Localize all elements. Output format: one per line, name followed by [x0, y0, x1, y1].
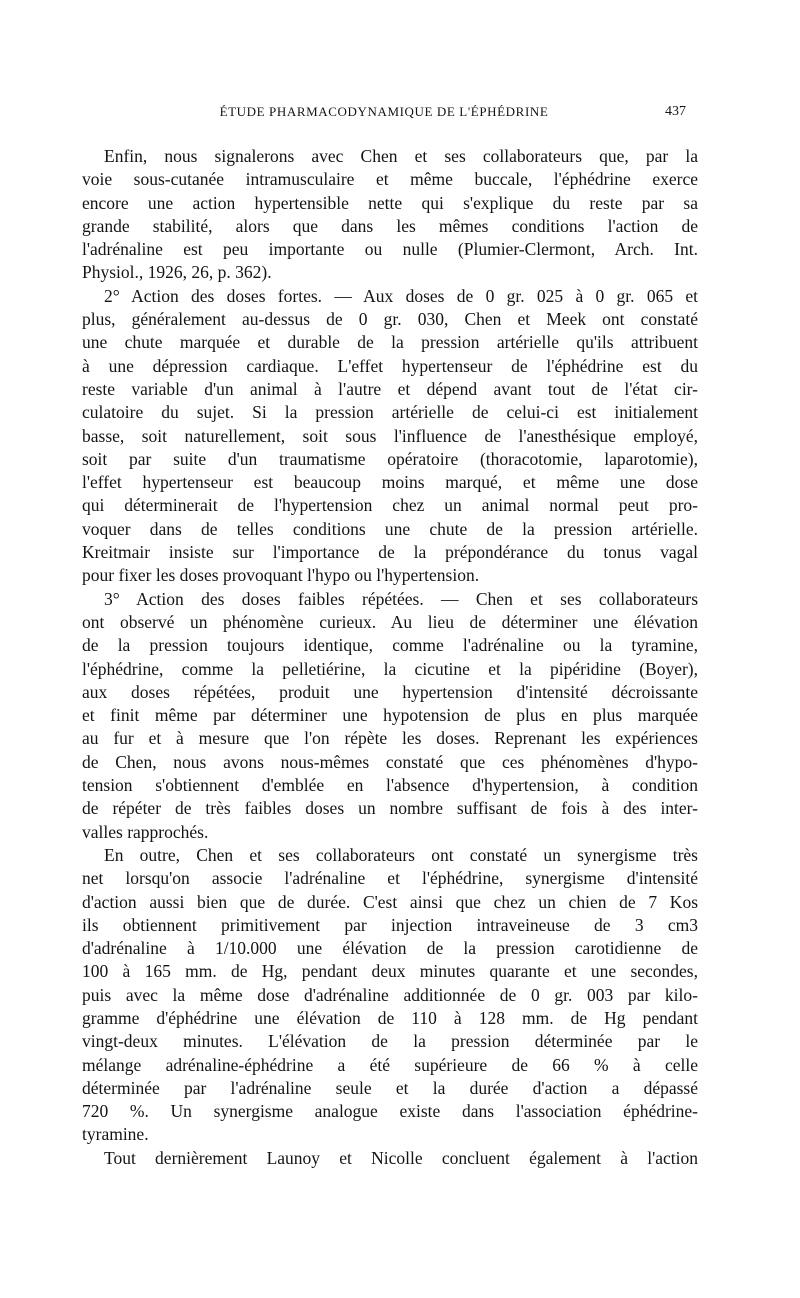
text-line: gramme d'éphédrine une élévation de 110 à 128 mm. de Hg pendant	[82, 1007, 698, 1028]
paragraph-5	[82, 1147, 698, 1170]
text-line: déterminée par l'adrénaline seule et la durée d'action a dépassé	[82, 1077, 698, 1098]
text-line: vingt-deux minutes. L'élévation de la pression déterminée par le	[82, 1031, 698, 1052]
text-line: aux doses répétées, produit une hypertension d'intensité décroissante	[82, 681, 698, 702]
text-line: tyramine.	[82, 1124, 149, 1145]
text-line: En outre, Chen et ses collaborateurs ont constaté un synergisme très	[104, 844, 698, 865]
text-line: basse, soit naturellement, soit sous l'influence de l'anesthésique employé,	[82, 425, 698, 446]
text-line: de Chen, nous avons nous-mêmes constaté que ces phénomènes d'hypo-	[82, 751, 698, 772]
text-line: mélange adrénaline-éphédrine a été supérieure de 66 % à celle	[82, 1054, 698, 1075]
text-line: une chute marquée et durable de la pression artérielle qu'ils attribuent	[82, 332, 698, 353]
text-line: encore une action hypertensible nette qui s'explique du reste par sa	[82, 192, 698, 213]
text-line: soit par suite d'un traumatisme opératoire (thoracotomie, laparotomie),	[82, 448, 698, 469]
text-line: 2° Action des doses fortes. — Aux doses de 0 gr. 025 à 0 gr. 065 et	[104, 285, 698, 306]
text-line: 100 à 165 mm. de Hg, pendant deux minutes quarante et une secondes,	[82, 961, 698, 982]
running-title: ÉTUDE PHARMACODYNAMIQUE DE L'ÉPHÉDRINE	[219, 104, 549, 119]
paragraph-4	[82, 844, 698, 1147]
text-line: de répéter de très faibles doses un nombre suffisant de fois à des inter-	[82, 798, 698, 819]
text-line: Physiol., 1926, 26, p. 362).	[82, 262, 272, 283]
text-line: l'éphédrine, comme la pelletiérine, la cicutine et la pipéridine (Boyer),	[82, 658, 698, 679]
text-line: et finit même par déterminer une hypotension de plus en plus marquée	[82, 705, 698, 726]
text-line: d'action aussi bien que de durée. C'est ainsi que chez un chien de 7 Kos	[82, 891, 698, 912]
text-line: Kreitmair insiste sur l'importance de la prépondérance du tonus vagal	[82, 542, 698, 563]
text-line: qui déterminerait de l'hypertension chez un animal normal peut pro-	[82, 495, 698, 516]
text-line: valles rapprochés.	[82, 821, 209, 842]
body-text	[82, 145, 698, 1170]
text-line: l'adrénaline est peu importante ou nulle (Plumier-Clermont, Arch. Int.	[82, 239, 698, 260]
text-line: à une dépression cardiaque. L'effet hypertenseur de l'éphédrine est du	[82, 355, 698, 376]
text-line: voie sous-cutanée intramusculaire et même buccale, l'éphédrine exerce	[82, 169, 698, 190]
text-line: 3° Action des doses faibles répétées. — Chen et ses collaborateurs	[104, 588, 698, 609]
text-line: tension s'obtiennent d'emblée en l'absence d'hypertension, à condition	[82, 775, 698, 796]
text-line: de la pression toujours identique, comme l'adrénaline ou la tyramine,	[82, 635, 698, 656]
text-line: pour fixer les doses provoquant l'hypo ou l'hypertension.	[82, 565, 480, 586]
running-header	[82, 104, 686, 124]
paragraph-3	[82, 588, 698, 844]
text-line: net lorsqu'on associe l'adrénaline et l'éphédrine, synergisme d'intensité	[82, 868, 698, 889]
paragraph-1	[82, 145, 698, 285]
text-line: au fur et à mesure que l'on répète les doses. Reprenant les expériences	[82, 728, 698, 749]
text-line: 720 %. Un synergisme analogue existe dans l'association éphédrine-	[82, 1101, 698, 1122]
text-line: d'adrénaline à 1/10.000 une élévation de la pression carotidienne de	[82, 938, 698, 959]
page-number: 437	[665, 104, 686, 119]
text-line: Tout dernièrement Launoy et Nicolle concluent également à l'action	[104, 1147, 698, 1168]
text-line: puis avec la même dose d'adrénaline additionnée de 0 gr. 003 par kilo-	[82, 984, 698, 1005]
text-line: culatoire du sujet. Si la pression artérielle de celui-ci est initialement	[82, 402, 698, 423]
text-line: plus, généralement au-dessus de 0 gr. 030, Chen et Meek ont constaté	[82, 309, 698, 330]
text-line: Enfin, nous signalerons avec Chen et ses collaborateurs que, par la	[104, 146, 698, 166]
text-line: grande stabilité, alors que dans les mêmes conditions l'action de	[82, 215, 698, 236]
text-line: ont observé un phénomène curieux. Au lieu de déterminer une élévation	[82, 611, 698, 632]
text-line: voquer dans de telles conditions une chute de la pression artérielle.	[82, 518, 698, 539]
text-line: ils obtiennent primitivement par injection intraveineuse de 3 cm3	[82, 914, 698, 935]
text-line: reste variable d'un animal à l'autre et dépend avant tout de l'état cir-	[82, 378, 698, 399]
paragraph-2	[82, 285, 698, 588]
text-line: l'effet hypertenseur est beaucoup moins marqué, et même une dose	[82, 472, 698, 493]
